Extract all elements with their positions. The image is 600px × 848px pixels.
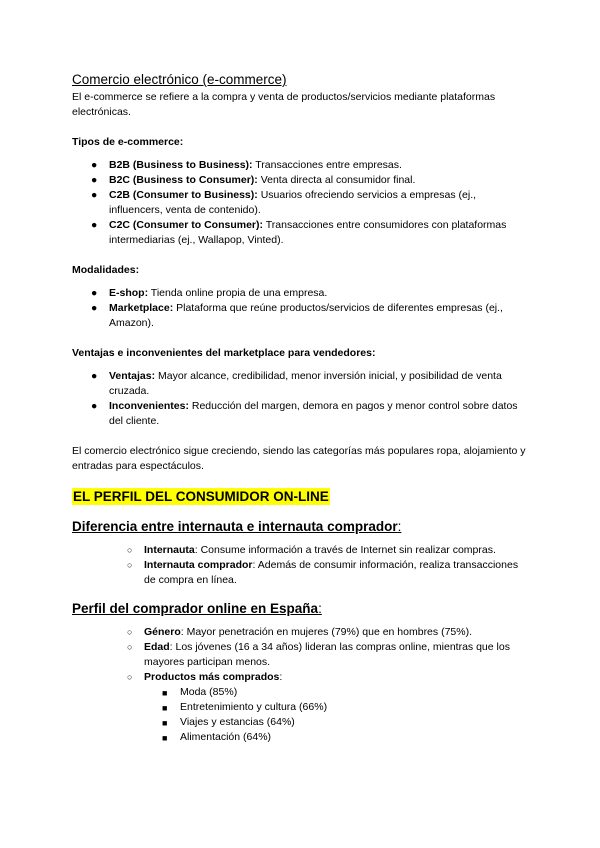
bullet-icon: ● (91, 400, 98, 412)
intro-paragraph: El e-commerce se refiere a la compra y venta de productos/servicios mediante plataformas electrónicas. (72, 91, 496, 118)
bullet-icon: ● (91, 287, 98, 299)
square-bullet-icon: ■ (162, 688, 168, 698)
tipos-heading: Tipos de e-commerce: (72, 136, 184, 148)
tipos-list (72, 158, 532, 248)
circle-bullet-icon: ○ (127, 545, 133, 555)
list-item: ● B2B (Business to Business): Transacciones entre empresas. (91, 159, 402, 171)
square-bullet-icon: ■ (162, 733, 168, 743)
bullet-icon: ● (91, 370, 98, 382)
circle-bullet-icon: ○ (127, 642, 133, 652)
square-bullet-icon: ■ (162, 718, 168, 728)
perfil-espana-heading: Perfil del comprador online en España: (72, 601, 322, 616)
diferencia-heading: Diferencia entre internauta e internauta comprador: (72, 519, 402, 534)
circle-bullet-icon: ○ (127, 627, 133, 637)
bullet-icon: ● (91, 189, 98, 201)
list-item: ● E-shop: Tienda online propia de una empresa. (91, 287, 328, 299)
perfil-list (72, 625, 532, 685)
list-item: ● Marketplace: Plataforma que reúne productos/servicios de diferentes empresas (ej., Amazon). (91, 302, 503, 329)
list-item: ○ Género: Mayor penetración en mujeres (79%) que en hombres (75%). (127, 626, 472, 638)
ventajas-list (72, 369, 532, 429)
list-item: ■ Moda (85%) (72, 685, 532, 700)
list-item: ■ Entretenimiento y cultura (66%) (72, 700, 532, 715)
list-item: ○ Edad: Los jóvenes (16 a 34 años) lideran las compras online, mientras que los mayores participan menos. (127, 641, 510, 668)
bullet-icon: ● (91, 159, 98, 171)
list-item: ● C2B (Consumer to Business): Usuarios ofreciendo servicios a empresas (ej., influencers, venta de contenido). (91, 189, 477, 216)
bullet-icon: ● (91, 174, 98, 186)
ventajas-heading: Ventajas e inconvenientes del marketplace para vendedores: (72, 347, 376, 359)
productos-list (72, 685, 532, 745)
circle-bullet-icon: ○ (127, 672, 133, 682)
highlighted-heading: EL PERFIL DEL CONSUMIDOR ON-LINE (73, 489, 329, 504)
bullet-icon: ● (91, 219, 98, 231)
list-item: ■ Viajes y estancias (64%) (72, 715, 532, 730)
list-item: ■ Alimentación (64%) (72, 730, 532, 745)
list-item: ● Inconvenientes: Reducción del margen, demora en pagos y menor control sobre datos del cliente. (91, 400, 518, 427)
list-item: ● B2C (Business to Consumer): Venta directa al consumidor final. (91, 174, 416, 186)
square-bullet-icon: ■ (162, 703, 168, 713)
section-title-ecommerce: Comercio electrónico (e-commerce) (72, 72, 287, 87)
list-item: ● C2C (Consumer to Consumer): Transacciones entre consumidores con plataformas intermediarias (ej., Wallapop, Vinted). (91, 219, 507, 246)
closing-paragraph: El comercio electrónico sigue creciendo, siendo las categorías más populares ropa, alojamiento y entradas para espectáculos. (72, 445, 526, 472)
modalidades-list (72, 286, 532, 331)
list-item: ○ Internauta: Consume información a través de Internet sin realizar compras. (127, 544, 496, 556)
modalidades-heading: Modalidades: (72, 264, 140, 276)
diferencia-list (72, 543, 532, 588)
bullet-icon: ● (91, 302, 98, 314)
list-item: ● Ventajas: Mayor alcance, credibilidad, menor inversión inicial, y posibilidad de venta cruzada. (91, 370, 502, 397)
list-item: ○ Internauta comprador: Además de consumir información, realiza transacciones de compra en línea. (127, 559, 519, 586)
list-item: ○ Productos más comprados: (127, 671, 283, 683)
circle-bullet-icon: ○ (127, 560, 133, 570)
document-page (72, 72, 532, 745)
